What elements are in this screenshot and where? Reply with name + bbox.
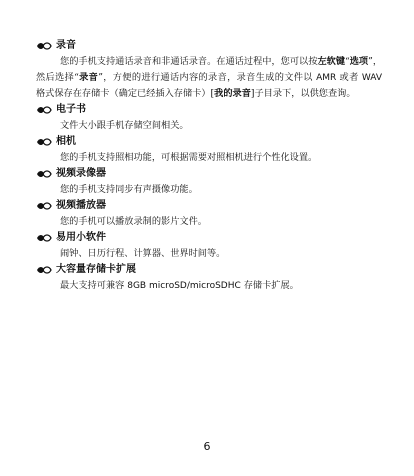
bullet-icon <box>36 169 52 179</box>
section-heading <box>36 38 382 54</box>
section-utilities <box>36 230 382 262</box>
section-body-camera: 您的手机支持照相功能，可根据需要对照相机进行个性化设置。 <box>60 152 318 163</box>
section-title-utilities: 易用小软件 <box>56 232 106 243</box>
bullet-icon <box>36 105 52 115</box>
keyword-left-soft-key: 左软键 <box>317 56 346 67</box>
page-number: 6 <box>203 440 211 453</box>
bullet-icon <box>36 265 52 275</box>
section-camera <box>36 134 382 166</box>
section-heading <box>36 198 382 214</box>
section-body-ebook: 文件大小跟手机存储空间相关。 <box>60 120 189 131</box>
section-body-utilities: 闹钟、日历行程、计算器、世界时间等。 <box>60 248 226 259</box>
section-body-recording <box>36 54 382 102</box>
bullet-icon <box>36 201 52 211</box>
section-title-storage-card: 大容量存储卡扩展 <box>56 264 136 275</box>
bullet-icon <box>36 41 52 51</box>
manual-content <box>36 38 382 294</box>
format-amr: AMR <box>316 73 337 83</box>
body-text: 格式保存在存储卡（确定已经插入存储卡）[ <box>36 88 215 99</box>
section-title-ebook: 电子书 <box>56 104 86 115</box>
section-heading <box>36 102 382 118</box>
section-heading <box>36 262 382 278</box>
body-text: 存储卡扩展。 <box>240 280 299 291</box>
keyword-record: 录音 <box>78 72 99 83</box>
section-body-video-player: 您的手机可以播放录制的影片文件。 <box>60 216 207 227</box>
section-heading <box>36 166 382 182</box>
section-storage-card <box>36 262 382 294</box>
body-text: “ <box>345 56 350 67</box>
section-body-video-recorder: 您的手机支持同步有声摄像功能。 <box>60 184 198 195</box>
body-text: 最大支持可兼容 <box>60 280 128 291</box>
section-title-camera: 相机 <box>56 136 76 147</box>
section-title-recording: 录音 <box>56 40 76 51</box>
body-text: ”，然后选择“ <box>36 56 383 83</box>
card-spec: 8GB microSD/microSDHC <box>127 281 241 291</box>
body-text: ”，方便的进行通话内容的录音，录音生成的文件以 <box>98 72 317 83</box>
section-video-player <box>36 198 382 230</box>
section-heading <box>36 134 382 150</box>
keyword-options: 选项 <box>349 56 369 67</box>
keyword-my-recordings: 我的录音 <box>214 88 251 99</box>
section-title-video-player: 视频播放器 <box>56 200 106 211</box>
body-text: ]子目录下，以供您查询。 <box>250 88 356 99</box>
section-video-recorder <box>36 166 382 198</box>
body-text: 或者 <box>336 72 362 83</box>
section-title-video-recorder: 视频录像器 <box>56 168 106 179</box>
section-heading <box>36 230 382 246</box>
bullet-icon <box>36 233 52 243</box>
section-recording <box>36 38 382 102</box>
format-wav: WAV <box>361 73 383 83</box>
body-text: 您的手机支持通话录音和非通话录音。在通话过程中，您可以按 <box>60 56 318 67</box>
section-ebook <box>36 102 382 134</box>
bullet-icon <box>36 137 52 147</box>
section-body-storage-card <box>60 278 382 294</box>
